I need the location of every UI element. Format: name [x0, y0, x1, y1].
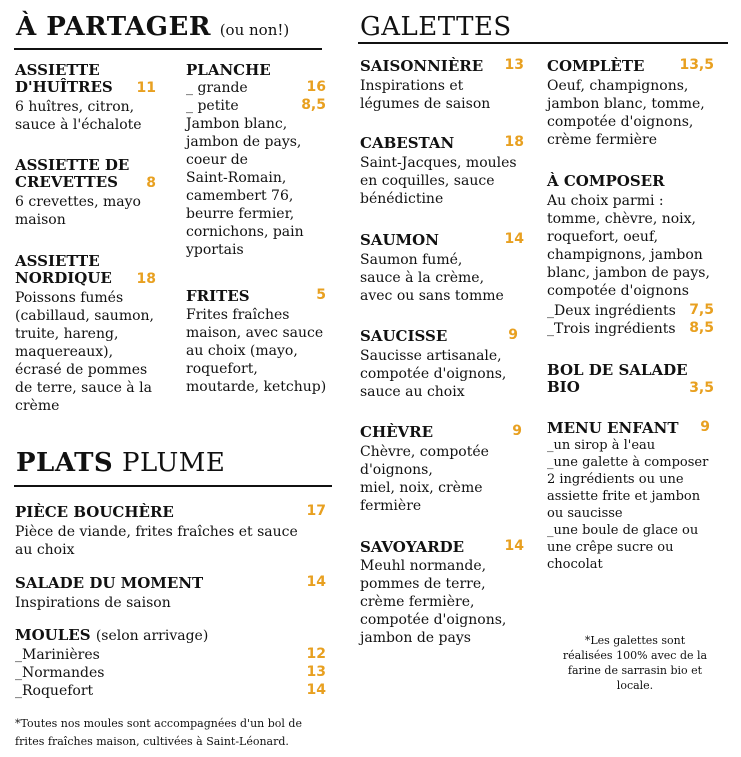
desc-cabestan: Saint-Jacques, moules en coquilles, sauce bénédictine: [360, 155, 517, 207]
moules-normandes-label: _Normandes: [15, 665, 105, 681]
item-title-huitres: ASSIETTE D'HUÎTRES: [15, 61, 113, 96]
item-title-piece: PIÈCE BOUCHÈRE: [15, 503, 174, 521]
price-chevre: 9: [512, 423, 522, 439]
price-saisonniere: 13: [504, 57, 524, 73]
price-frites: 5: [316, 287, 326, 303]
desc-piece: Pièce de viande, frites fraîches et sauce au choix: [15, 524, 298, 558]
desc-salade: Inspirations de saison: [15, 595, 171, 611]
desc-crevettes: 6 crevettes, mayo maison: [15, 194, 141, 228]
item-title-saumon: SAUMON: [360, 231, 439, 249]
partager-title: À PARTAGER: [16, 12, 211, 42]
desc-saucisse: Saucisse artisanale, compotée d'oignons, sauce au choix: [360, 348, 507, 400]
price-crevettes: 8: [146, 175, 156, 191]
price-moules-mariniere: 12: [306, 646, 326, 662]
item-title-bol: BOL DE SALADE BIO: [547, 361, 688, 396]
desc-huitres: 6 huîtres, citron, sauce à l'échalote: [15, 99, 142, 133]
section-title-galettes: GALETTES: [360, 12, 512, 42]
item-title-frites: FRITES: [186, 287, 250, 305]
item-title-savoyarde: SAVOYARDE: [360, 538, 465, 556]
price-nordique: 18: [136, 271, 156, 287]
desc-composer: Au choix parmi : tomme, chèvre, noix, roquefort, oeuf, champignons, jambon blanc, jambon de pays, compotée d'oignons: [547, 193, 710, 299]
divider: [14, 48, 322, 50]
item-title-enfant: MENU ENFANT: [547, 419, 679, 437]
section-title-plats: PLATS PLUME: [16, 448, 226, 478]
planche-petite-label: _ petite: [186, 98, 239, 114]
price-moules-roquefort: 14: [306, 682, 326, 698]
item-title-moules: MOULES (selon arrivage): [15, 626, 209, 644]
item-title-cabestan: CABESTAN: [360, 134, 455, 152]
desc-savoyarde: Meuhl normande, pommes de terre, crème fermière, compotée d'oignons, jambon de pays: [360, 558, 507, 646]
item-title-salade: SALADE DU MOMENT: [15, 574, 204, 592]
item-title-composer: À COMPOSER: [547, 172, 665, 190]
desc-nordique: Poissons fumés (cabillaud, saumon, truite, hareng, maquereaux), écrasé de pommes de terre, sauce à la crème: [15, 290, 154, 414]
price-composer-trois: 8,5: [689, 320, 714, 336]
price-saumon: 14: [504, 231, 524, 247]
price-cabestan: 18: [504, 134, 524, 150]
divider: [14, 485, 332, 487]
price-bol: 3,5: [689, 380, 714, 396]
desc-saisonniere: Inspirations et légumes de saison: [360, 78, 491, 112]
price-moules-normandes: 13: [306, 664, 326, 680]
desc-frites: Frites fraîches maison, avec sauce au choix (mayo, roquefort, moutarde, ketchup): [186, 307, 327, 395]
item-title-nordique: ASSIETTE NORDIQUE: [15, 252, 112, 287]
item-title-chevre: CHÈVRE: [360, 423, 434, 441]
item-title-planche: PLANCHE: [186, 61, 271, 79]
section-title-partager: [16, 12, 289, 42]
desc-planche: Jambon blanc, jambon de pays, coeur de Saint-Romain, camembert 76, beurre fermier, cornichons, pain yportais: [186, 116, 304, 258]
moules-roquefort-label: _Roquefort: [15, 683, 94, 699]
item-title-crevettes: ASSIETTE DE CREVETTES: [15, 156, 130, 191]
price-planche-grande: 16: [306, 79, 326, 95]
price-composer-deux: 7,5: [689, 302, 714, 318]
price-huitres: 11: [136, 80, 156, 96]
item-title-complete: COMPLÈTE: [547, 57, 645, 75]
divider: [358, 42, 728, 44]
composer-deux-label: _Deux ingrédients: [547, 303, 676, 319]
desc-complete: Oeuf, champignons, jambon blanc, tomme, compotée d'oignons, crème fermière: [547, 78, 705, 148]
price-enfant: 9: [700, 419, 710, 435]
price-piece: 17: [306, 503, 326, 519]
price-salade: 14: [306, 574, 326, 590]
desc-enfant: _un sirop à l'eau _une galette à composer 2 ingrédients ou une assiette frite et jambon ou saucisse _une boule de glace ou une crêpe sucre ou chocolat: [547, 438, 709, 572]
desc-saumon: Saumon fumé, sauce à la crème, avec ou sans tomme: [360, 252, 504, 304]
note-galettes: *Les galettes sont réalisées 100% avec de la farine de sarrasin bio et locale.: [562, 634, 708, 692]
note-moules: *Toutes nos moules sont accompagnées d'un bol de frites fraîches maison, cultivées à Saint-Léonard.: [15, 717, 302, 748]
desc-chevre: Chèvre, compotée d'oignons, miel, noix, crème fermière: [360, 444, 489, 514]
price-planche-petite: 8,5: [301, 97, 326, 113]
moules-mariniere-label: _Marinières: [15, 647, 100, 663]
price-savoyarde: 14: [504, 538, 524, 554]
partager-subtitle: (ou non!): [219, 21, 290, 39]
price-saucisse: 9: [508, 327, 518, 343]
planche-grande-label: _ grande: [186, 80, 248, 96]
composer-trois-label: _Trois ingrédients: [547, 321, 676, 337]
price-complete: 13,5: [679, 57, 714, 73]
item-title-saucisse: SAUCISSE: [360, 327, 448, 345]
item-title-saisonniere: SAISONNIÈRE: [360, 57, 484, 75]
